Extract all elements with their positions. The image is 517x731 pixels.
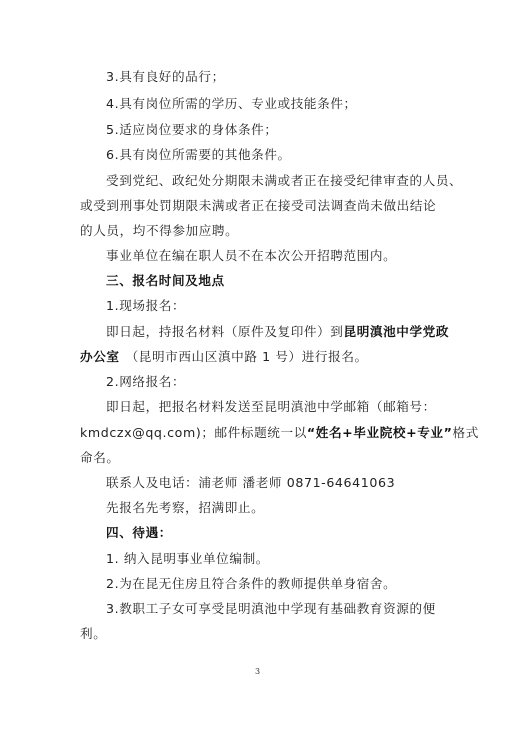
email-address-text: kmdczx@qq.com)；邮件标题统一以 bbox=[80, 425, 307, 440]
online-registration-heading: 2.网络报名： bbox=[106, 374, 186, 389]
benefit-item-3-line-2: 利。 bbox=[80, 626, 107, 641]
onsite-office-bold: 办公室 bbox=[80, 349, 120, 364]
onsite-line1-prefix: 即日起，持报名材料（原件及复印件）到 bbox=[106, 324, 344, 339]
onsite-location-bold: 昆明滇池中学党政 bbox=[343, 324, 450, 339]
exclusion-line-3: 的人员，均不得参加应聘。 bbox=[80, 223, 239, 238]
benefit-item-2: 2.为在昆无住房且符合条件的教师提供单身宿舍。 bbox=[106, 576, 397, 591]
onsite-registration-line-1 bbox=[106, 323, 449, 341]
online-registration-line-3: 命名。 bbox=[80, 450, 120, 465]
online-line2-suffix: 格式 bbox=[452, 425, 479, 440]
exclusion-line-1: 受到党纪、政纪处分期限未满或者正在接受纪律审查的人员、 bbox=[106, 173, 463, 188]
email-subject-format-bold: “姓名+毕业院校+专业” bbox=[306, 425, 453, 440]
condition-item-3: 3.具有良好的品行； bbox=[106, 69, 225, 84]
first-come-note: 先报名先考察，招满即止。 bbox=[106, 500, 265, 515]
condition-item-6: 6.具有岗位所需要的其他条件。 bbox=[106, 147, 291, 162]
benefit-item-1: 1. 纳入昆明事业单位编制。 bbox=[106, 551, 269, 566]
section-heading-registration: 三、报名时间及地点 bbox=[106, 273, 225, 288]
exclusion-line-4: 事业单位在编在职人员不在本次公开招聘范围内。 bbox=[106, 248, 397, 263]
onsite-line2-rest: （昆明市西山区滇中路 1 号）进行报名。 bbox=[125, 349, 368, 364]
page-number: 3 bbox=[255, 667, 261, 676]
condition-item-4: 4.具有岗位所需的学历、专业或技能条件； bbox=[106, 96, 357, 111]
benefit-item-3-line-1: 3.教职工子女可享受昆明滇池中学现有基础教育资源的便 bbox=[106, 601, 436, 616]
condition-item-5: 5.适应岗位要求的身体条件； bbox=[106, 122, 278, 137]
onsite-registration-line-2 bbox=[80, 348, 368, 366]
contact-info: 联系人及电话：浦老师 潘老师 0871-64641063 bbox=[106, 475, 396, 490]
online-registration-line-2 bbox=[80, 424, 479, 442]
exclusion-line-2: 或受到刑事处罚期限未满或者正在接受司法调查尚未做出结论 bbox=[80, 198, 437, 213]
onsite-registration-heading: 1.现场报名： bbox=[106, 298, 186, 313]
online-registration-line-1: 即日起，把报名材料发送至昆明滇池中学邮箱（邮箱号： bbox=[106, 399, 436, 414]
section-heading-benefits: 四、待遇： bbox=[106, 525, 172, 540]
